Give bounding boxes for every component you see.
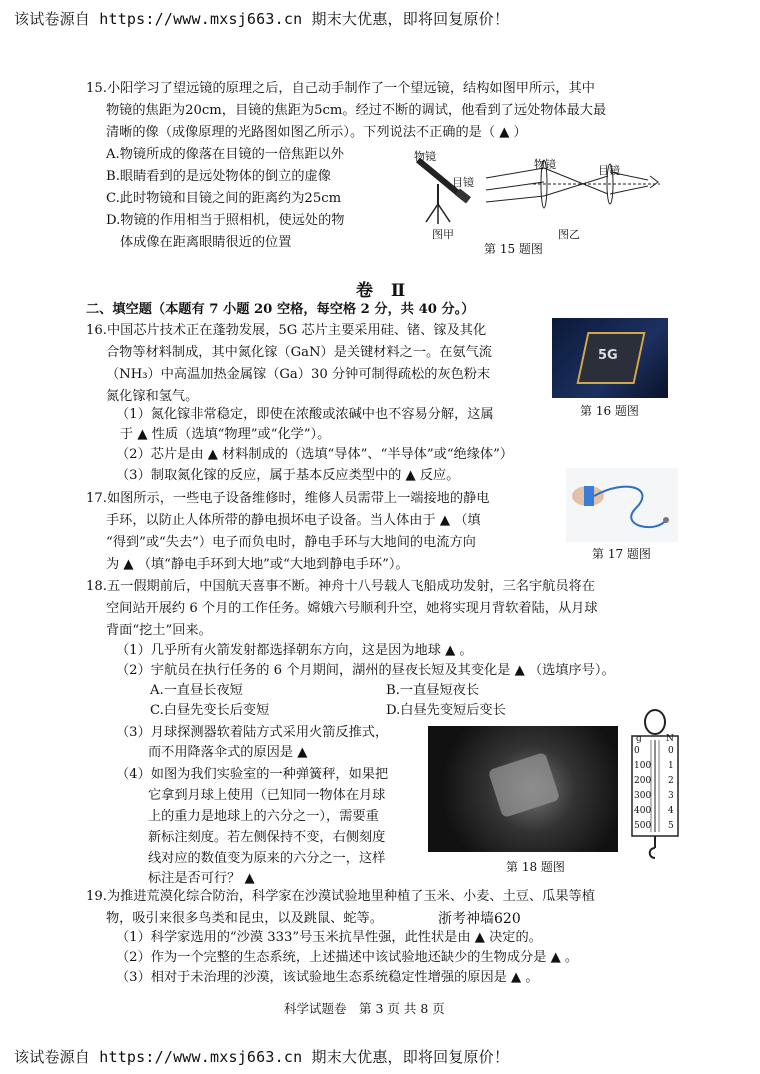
- q16-sub1a: （1）氮化镓非常稳定，即使在浓酸或浓碱中也不容易分解，这属: [116, 407, 494, 422]
- page-footer: 科学试题卷 第 3 页 共 8 页: [284, 1001, 445, 1016]
- q18-line3: 背面“挖土”回来。: [106, 623, 212, 638]
- q15-option-d2: 体成像在距离眼睛很近的位置: [120, 235, 292, 250]
- scale-unit-g: g: [636, 734, 642, 744]
- q15-caption: 第 15 题图: [484, 242, 543, 256]
- q15-option-b: B.眼睛看到的是远处物体的倒立的虚像: [106, 169, 331, 184]
- scale-right-tick: 4: [668, 806, 674, 816]
- telescope-drawing: [418, 160, 471, 224]
- q18-sub4c: 上的重力是地球上的六分之一），需要重: [148, 809, 379, 824]
- q18-option-d: D.白昼先变短后变长: [386, 703, 506, 718]
- q19-watermark: 浙考神墙620: [438, 911, 521, 927]
- scale-left-tick: 400: [634, 806, 652, 816]
- scale-right-tick: 2: [668, 776, 674, 786]
- scale-right-tick: 3: [668, 791, 674, 801]
- scale-right-tick: 0: [668, 746, 674, 756]
- q16-sub3: （3）制取氮化镓的反应，属于基本反应类型中的 ▲ 反应。: [116, 468, 460, 483]
- scale-unit-n: N: [666, 734, 674, 744]
- scale-left-tick: 300: [634, 791, 652, 801]
- q15-fig-yi: 图乙: [558, 228, 580, 241]
- q16-chip-image: [552, 318, 668, 398]
- q17-line1: 17.如图所示，一些电子设备维修时，维修人员需带上一端接地的静电: [86, 491, 490, 506]
- q16-line4: 氮化镓和氢气。: [106, 389, 199, 404]
- q19-sub3: （3）相对于未治理的沙漠，该试验地生态系统稳定性增强的原因是 ▲ 。: [116, 970, 539, 985]
- q19-sub1: （1）科学家选用的“沙漠 333”号玉米抗旱性强，此性状是由 ▲ 决定的。: [116, 930, 542, 945]
- q16-sub2: （2）芯片是由 ▲ 材料制成的（选填“导体”、“半导体”或“绝缘体”）: [116, 447, 514, 462]
- q16-sub1b: 于 ▲ 性质（选填“物理”或“化学”）。: [120, 427, 331, 442]
- q18-sub2: （2）宇航员在执行任务的 6 个月期间，湖州的昼夜长短及其变化是 ▲ （选填序号）。: [116, 663, 615, 678]
- q16-line1: 16.中国芯片技术正在蓬勃发展，5G 芯片主要采用硅、锗、镓及其化: [86, 323, 487, 338]
- q15-option-d1: D.物镜的作用相当于照相机，使远处的物: [106, 213, 345, 228]
- q15-eyepiece-label-2: 目镜: [598, 164, 620, 177]
- q19-line2: 物，吸引来很多鸟类和昆虫，以及跳鼠、蛇等。: [106, 911, 383, 926]
- q17-line2: 手环，以防止人体所带的静电损坏电子设备。当人体由于 ▲ （填: [106, 513, 481, 528]
- q18-sub4a: （4）如图为我们实验室的一种弹簧秤，如果把: [116, 767, 389, 782]
- q15-objective-label: 物镜: [414, 150, 436, 163]
- q19-sub2: （2）作为一个完整的生态系统，上述描述中该试验地还缺少的生物成分是 ▲ 。: [116, 950, 579, 965]
- q17-caption: 第 17 题图: [592, 547, 651, 561]
- q16-line2: 合物等材料制成，其中氮化镓（GaN）是关键材料之一。在氨气流: [106, 345, 492, 360]
- q15-line3: 清晰的像（成像原理的光路图如图乙所示）。下列说法不正确的是（ ▲ ）: [106, 125, 527, 140]
- q18-line1: 18.五一假期前后，中国航天喜事不断。神舟十八号载人飞船成功发射，三名宇航员将在: [86, 579, 595, 594]
- q15-line1: 15.小阳学习了望远镜的原理之后，自己动手制作了一个望远镜，结构如图甲所示，其中: [86, 81, 595, 96]
- q16-line3: （NH₃）中高温加热金属镓（Ga）30 分钟可制得疏松的灰色粉末: [106, 367, 491, 382]
- top-banner: 该试卷源自 https://www.mxsj663.cn 期末大优惠，即将回复原价！: [14, 10, 510, 28]
- q15-line2: 物镜的焦距为20cm，目镜的焦距为5cm。经过不断的调试，他看到了远处物体最大最: [106, 103, 607, 118]
- q17-line4: 为 ▲ （填“静电手环到大地”或“大地到静电手环”）。: [106, 557, 409, 572]
- scale-right-tick: 5: [668, 821, 674, 831]
- q18-sub3b: 而不用降落伞式的原因是 ▲: [148, 745, 308, 760]
- chip-label: 5G: [598, 348, 618, 363]
- scale-left-tick: 0: [634, 746, 640, 756]
- q18-sub1: （1）几乎所有火箭发射都选择朝东方向，这是因为地球 ▲ 。: [116, 643, 473, 658]
- q15-eyepiece-label: 目镜: [452, 176, 474, 189]
- q18-option-c: C.白昼先变长后变短: [150, 703, 270, 718]
- q15-objective-label-2: 物镜: [534, 158, 556, 171]
- q19-line1: 19.为推进荒漠化综合防治，科学家在沙漠试验地里种植了玉米、小麦、土豆、瓜果等植: [86, 889, 595, 904]
- q18-caption: 第 18 题图: [506, 860, 565, 874]
- scale-left-tick: 100: [634, 761, 652, 771]
- scale-left-tick: 200: [634, 776, 652, 786]
- bottom-banner: 该试卷源自 https://www.mxsj663.cn 期末大优惠，即将回复原价！: [14, 1048, 510, 1066]
- q18-option-b: B.一直昼短夜长: [386, 683, 480, 698]
- q18-option-a: A.一直昼长夜短: [150, 683, 243, 698]
- q18-spring-scale: [622, 708, 688, 860]
- q17-line3: “得到”或“失去”）电子而负电时，静电手环与大地间的电流方向: [106, 535, 476, 550]
- q15-option-a: A.物镜所成的像落在目镜的一倍焦距以外: [106, 147, 344, 162]
- q16-caption: 第 16 题图: [580, 404, 639, 418]
- q17-wristband-image: [566, 468, 678, 542]
- q18-sub4e: 线对应的数值变为原来的六分之一，这样: [148, 851, 386, 866]
- section2-heading: 二、填空题（本题有 7 小题 20 空格，每空格 2 分，共 40 分。）: [86, 302, 475, 317]
- q18-lander-photo: [428, 726, 618, 852]
- q18-sub4b: 它拿到月球上使用（已知同一物体在月球: [148, 788, 386, 803]
- ray-diagram: [486, 160, 660, 208]
- q15-option-c: C.此时物镜和目镜之间的距离约为25cm: [106, 191, 342, 206]
- q15-fig-jia: 图甲: [432, 228, 454, 241]
- q18-line2: 空间站开展约 6 个月的工作任务。嫦娥六号顺利升空，她将实现月背软着陆，从月球: [106, 601, 598, 616]
- q18-sub4d: 新标注刻度。若左侧保持不变，右侧刻度: [148, 830, 386, 845]
- q18-sub3a: （3）月球探测器软着陆方式采用火箭反推式，: [116, 725, 389, 740]
- scale-left-tick: 500: [634, 821, 652, 831]
- part2-title: 卷 Ⅱ: [356, 281, 412, 301]
- q18-sub4f: 标注是否可行？ ▲: [148, 871, 255, 886]
- scale-right-tick: 1: [668, 761, 674, 771]
